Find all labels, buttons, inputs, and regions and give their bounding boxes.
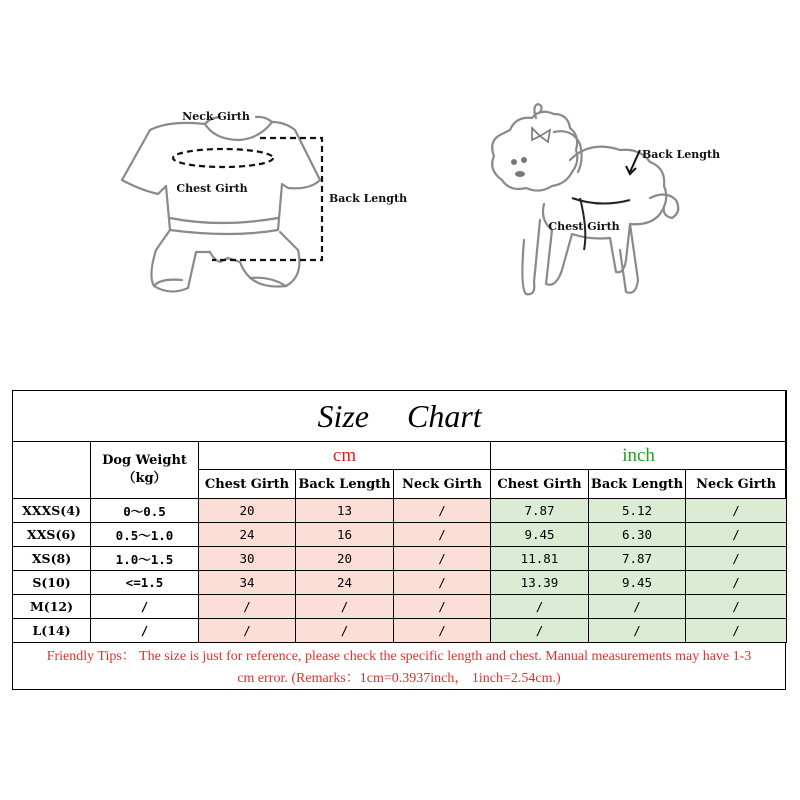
size-cell: XXXS(4) <box>13 499 91 523</box>
value-cell-cm-chest: 34 <box>199 571 296 595</box>
weight-header <box>91 442 199 499</box>
dog-coat-icon <box>110 100 430 310</box>
col-header-in-neck: Neck Girth <box>686 470 787 499</box>
value-cell-cm-back: 24 <box>296 571 394 595</box>
table-row <box>13 571 787 595</box>
coat-neck-label: Neck Girth <box>182 110 250 123</box>
value-cell-cm-chest: 30 <box>199 547 296 571</box>
value-cell-in-back: 6.30 <box>589 523 686 547</box>
value-cell-in-back: 9.45 <box>589 571 686 595</box>
table-row <box>13 523 787 547</box>
size-table <box>12 390 787 643</box>
weight-cell: <=1.5 <box>91 571 199 595</box>
weight-cell: 1.0～1.5 <box>91 547 199 571</box>
unit-cm-header: cm <box>199 442 491 470</box>
value-cell-in-chest: / <box>491 595 589 619</box>
value-cell-in-chest: / <box>491 619 589 643</box>
value-cell-cm-neck: / <box>394 499 491 523</box>
value-cell-cm-neck: / <box>394 595 491 619</box>
size-cell: M(12) <box>13 595 91 619</box>
weight-cell: 0～0.5 <box>91 499 199 523</box>
value-cell-cm-chest: / <box>199 619 296 643</box>
value-cell-cm-neck: / <box>394 619 491 643</box>
col-header-in-back: Back Length <box>589 470 686 499</box>
value-cell-in-chest: 9.45 <box>491 523 589 547</box>
size-cell: XXS(6) <box>13 523 91 547</box>
size-cell: L(14) <box>13 619 91 643</box>
value-cell-in-neck: / <box>686 571 787 595</box>
weight-cell: 0.5～1.0 <box>91 523 199 547</box>
coat-chest-label: Chest Girth <box>176 182 248 195</box>
size-cell: S(10) <box>13 571 91 595</box>
chart-title-word1: Size <box>317 397 369 434</box>
value-cell-in-chest: 11.81 <box>491 547 589 571</box>
unit-inch-header: inch <box>491 442 787 470</box>
chart-title <box>13 391 787 442</box>
value-cell-cm-back: / <box>296 619 394 643</box>
tips-line2: cm error. (Remarks：1cm=0.3937inch， 1inch=2.54cm.) <box>237 671 561 686</box>
value-cell-cm-chest: / <box>199 595 296 619</box>
dog-back-label: Back Length <box>642 148 721 161</box>
value-cell-cm-back: 20 <box>296 547 394 571</box>
value-cell-cm-neck: / <box>394 571 491 595</box>
size-chart <box>12 390 786 690</box>
size-cell: XS(8) <box>13 547 91 571</box>
value-cell-in-back: 5.12 <box>589 499 686 523</box>
size-header-empty <box>13 442 91 499</box>
tips-line1: Friendly Tips： The size is just for reference, please check the specific length and chest. Manual measurements may have 1-3 <box>46 649 752 664</box>
friendly-tips <box>13 646 785 690</box>
value-cell-cm-neck: / <box>394 547 491 571</box>
table-row <box>13 499 787 523</box>
table-row <box>13 619 787 643</box>
value-cell-cm-chest: 24 <box>199 523 296 547</box>
col-header-cm-back: Back Length <box>296 470 394 499</box>
col-header-cm-chest: Chest Girth <box>199 470 296 499</box>
poodle-dog-icon <box>480 100 740 310</box>
col-header-in-chest: Chest Girth <box>491 470 589 499</box>
value-cell-cm-back: 16 <box>296 523 394 547</box>
col-header-cm-neck: Neck Girth <box>394 470 491 499</box>
value-cell-in-chest: 7.87 <box>491 499 589 523</box>
value-cell-in-neck: / <box>686 499 787 523</box>
dog-chest-label: Chest Girth <box>548 220 620 233</box>
value-cell-in-back: / <box>589 595 686 619</box>
value-cell-in-back: / <box>589 619 686 643</box>
value-cell-in-neck: / <box>686 523 787 547</box>
value-cell-in-neck: / <box>686 619 787 643</box>
value-cell-in-neck: / <box>686 595 787 619</box>
weight-header-line1: Dog Weight <box>102 453 187 468</box>
weight-cell: / <box>91 595 199 619</box>
value-cell-cm-neck: / <box>394 523 491 547</box>
weight-cell: / <box>91 619 199 643</box>
value-cell-cm-back: / <box>296 595 394 619</box>
chart-title-word2: Chart <box>406 397 482 434</box>
coat-back-label: Back Length <box>329 192 408 205</box>
table-row <box>13 547 787 571</box>
value-cell-in-chest: 13.39 <box>491 571 589 595</box>
value-cell-in-back: 7.87 <box>589 547 686 571</box>
value-cell-cm-back: 13 <box>296 499 394 523</box>
value-cell-in-neck: / <box>686 547 787 571</box>
table-row <box>13 595 787 619</box>
weight-header-line2: （kg） <box>122 471 167 486</box>
value-cell-cm-chest: 20 <box>199 499 296 523</box>
